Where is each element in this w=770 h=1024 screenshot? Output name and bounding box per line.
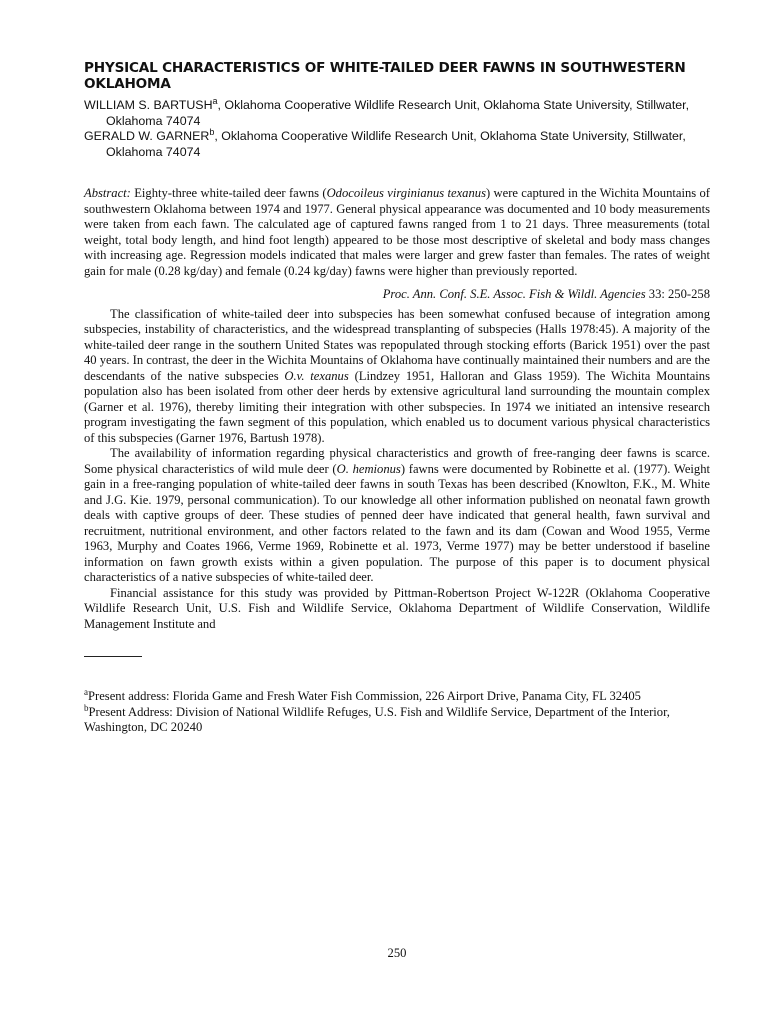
body-paragraph-1 bbox=[84, 307, 710, 447]
paper-page bbox=[84, 60, 710, 1000]
footnote-a-text: Present address: Florida Game and Fresh Water Fish Commission, 226 Airport Drive, Panama City, FL 32405 bbox=[88, 689, 641, 703]
author-1 bbox=[84, 95, 710, 129]
body-paragraph-3: Financial assistance for this study was provided by Pittman-Robertson Project W-122R (Oklahoma Cooperative Wildlife Research Unit, U.S. Fish and Wildlife Service, Oklahoma Department of Wildlife Conservation, Wildlife Management Institute and bbox=[84, 585, 710, 631]
author-2-affiliation: , Oklahoma Cooperative Wildlife Research Unit, Oklahoma State University, Stillwater, Oklahoma 74074 bbox=[106, 129, 686, 159]
footnote-a bbox=[84, 686, 710, 705]
footnote-divider bbox=[84, 656, 142, 657]
author-1-name: WILLIAM S. BARTUSH bbox=[84, 98, 213, 112]
paper-title: PHYSICAL CHARACTERISTICS OF WHITE-TAILED DEER FAWNS IN SOUTHWESTERN OKLAHOMA bbox=[84, 60, 686, 92]
citation-volume-pages: 33: 250-258 bbox=[645, 287, 710, 301]
paragraph-2-text-b: ) fawns were documented by Robinette et al. (1977). Weight gain in a free-ranging population of white-tailed deer fawns in south Texas has been described (Knowlton, F.K., M. White and J.G. Kie. 1979, personal communication). To our knowledge all other information published on neonatal fawn growth deals with captive groups of deer. These studies of penned deer have indicated that general health, fawn survival and recruitment, nutritional environment, and other factors related to the fawn and its dam (Cowan and Wood 1955, Verme 1963, Murphy and Coates 1966, Verme 1969, Robinette et al. 1973, Verme 1977) may be better understood if baseline information on fawn growth exists within a given population. The purpose of this paper is to document physical characteristics of a native subspecies of white-tailed deer. bbox=[84, 461, 710, 584]
abstract-label: Abstract: bbox=[84, 186, 131, 200]
footnote-b-mark: b bbox=[84, 702, 89, 713]
abstract-species: Odocoileus virginianus texanus bbox=[326, 186, 486, 200]
citation-journal: Proc. Ann. Conf. S.E. Assoc. Fish & Wildl. Agencies bbox=[382, 287, 646, 301]
footnote-b bbox=[84, 702, 710, 736]
paragraph-1-species: O.v. texanus bbox=[284, 368, 349, 383]
author-1-affiliation: , Oklahoma Cooperative Wildlife Research Unit, Oklahoma State University, Stillwater, Oklahoma 74074 bbox=[106, 98, 690, 128]
paragraph-1-text-b: (Lindzey 1951, Halloran and Glass 1959). The Wichita Mountains population also has been isolated from other deer herds by extensive agricultural land surrounding the mountain complex (Garner et al. 1976), thereby limiting their integration with other subspecies. In 1974 we initiated an intensive research program investigating the fawn segment of this population, which enabled us to document various physical characteristics of this subspecies (Garner 1976, Bartush 1978). bbox=[84, 368, 710, 445]
paragraph-2-species: O. hemionus bbox=[336, 461, 401, 476]
abstract-text-before: Eighty-three white-tailed deer fawns ( bbox=[130, 186, 327, 200]
paragraph-2-text-a: The availability of information regarding physical characteristics and growth of free-ranging deer fawns is scarce. Some physical characteristics of wild mule deer ( bbox=[84, 446, 710, 476]
abstract-text-after: ) were captured in the Wichita Mountains of southwestern Oklahoma between 1974 and 1977. General physical appearance was documented and 10 body measurements were taken from each fawn. The calculated age of captured fawns ranged from 1 to 21 days. Three measurements (total weight, total body length, and hind foot length) appeared to be those most descriptive of skeletal and body mass changes with increasing age. Regression models indicated that males were larger and grew faster than females. The rates of weight gain for male (0.28 kg/day) and female (0.24 kg/day) fawns were higher than previously reported. bbox=[84, 186, 710, 278]
body-paragraph-2 bbox=[84, 446, 710, 586]
page-number: 250 bbox=[387, 946, 407, 960]
abstract bbox=[84, 186, 710, 279]
author-2-footnote-mark: b bbox=[209, 126, 215, 137]
footnote-b-text: Present Address: Division of National Wildlife Refuges, U.S. Fish and Wildlife Service, Department of the Interior, Washington, DC 20240 bbox=[84, 704, 670, 734]
footnote-a-mark: a bbox=[84, 686, 88, 697]
author-2 bbox=[84, 126, 710, 160]
paragraph-1-text-a: The classification of white-tailed deer into subspecies has been somewhat confused because of integration among subspecies, instability of characteristics, and the widespread transplanting of subspecies (Halls 1978:45). A majority of the white-tailed deer range in the southern United States was repopulated through stocking efforts (Barick 1951) over the past 40 years. In contrast, the deer in the Wichita Mountains of Oklahoma have continually maintained their numbers and are the descendants of the native subspecies bbox=[84, 306, 710, 383]
journal-citation bbox=[84, 287, 710, 303]
author-1-footnote-mark: a bbox=[212, 95, 218, 106]
author-2-name: GERALD W. GARNER bbox=[84, 129, 210, 143]
